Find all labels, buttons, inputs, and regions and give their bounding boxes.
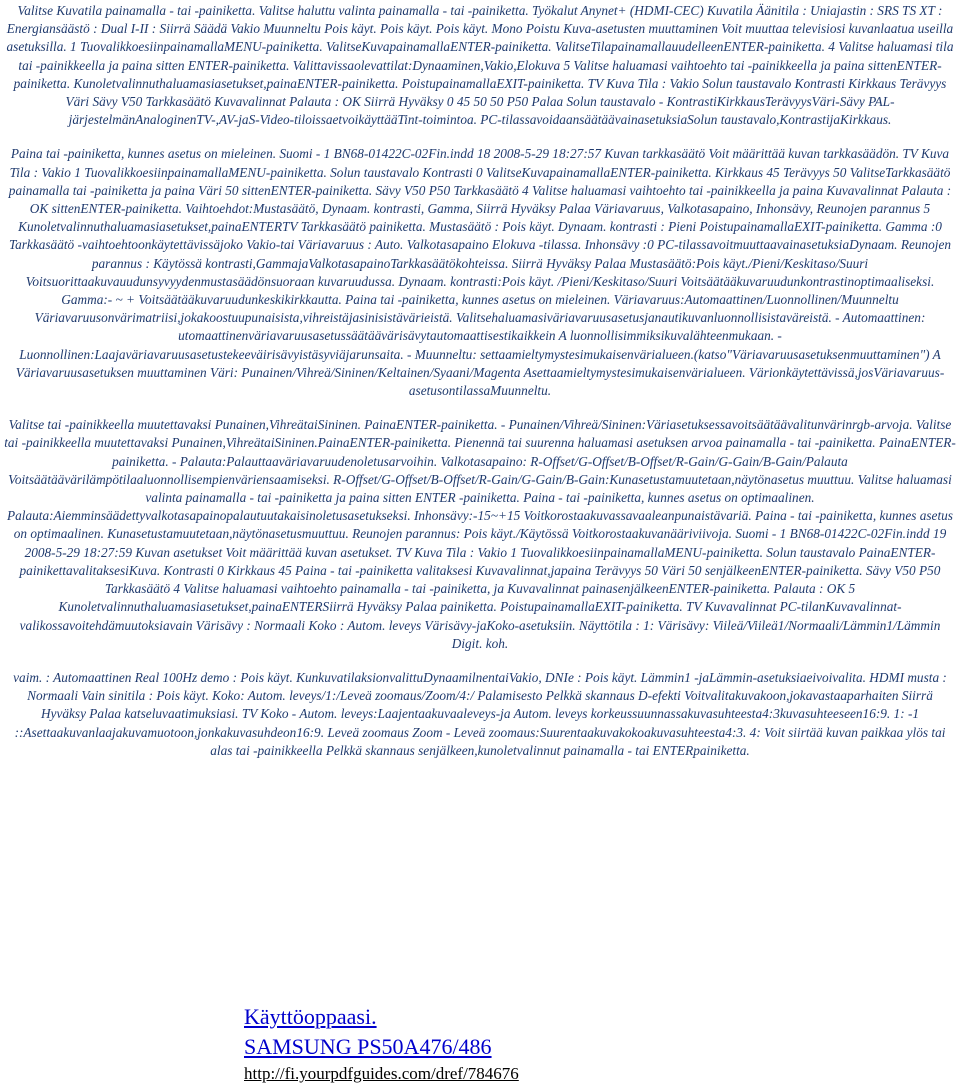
body-paragraph-1: Valitse Kuvatila painamalla - tai -painiketta. Valitse haluttu valinta painamalla - tai -painiketta. Työkalut Anynet+ (HDMI-CEC) Kuvatila Äänitila : Uniajastin : SRS TS XT : Energiansäästö : Dual I-II : Siirrä Säädä Vakio Muunneltu Pois käyt. Pois käyt. Pois käyt. Mono Poistu Kuva-asetusten muuttaminen Voit muuttaa televisiosi kuvanlaatua useilla asetuksilla. 1 TuovalikkoesiinpainamallaMENU-painiketta. ValitseKuvapainamallaENTER-painiketta. ValitseTilapainamallauudelleenENTER-painiketta. 4 Valitse haluamasi tila tai -painikkeella ja paina sitten ENTER-painiketta. Valittavissaolevattilat:Dynaaminen,Vakio,Elokuva 5 Valitse haluamasi vaihtoehto tai -painikkeella ja paina sittenENTER-painiketta. Kunoletvalinnuthaluamasiasetukset,painaENTER-painiketta. PoistupainamallaEXIT-painiketta. TV Kuva Tila : Vakio Solun taustavalo Kontrasti Kirkkaus Terävyys Väri Sävy V50 Tarkkasäätö Kuvavalinnat Palauta : OK Siirrä Hyväksy 0 45 50 50 P50 Palaa Solun taustavalo - KontrastiKirkkausTerävyysVäri-Sävy PAL-järjestelmänAnaloginenTV-,AV-jaS-Video-tiloissaetvoikäyttääTint-toimintoa. PC-tilassavoidaansäätäävainasetuksiaSolun taustavalo,KontrastijaKirkkaus.	[6, 3, 954, 128]
source-url-link[interactable]: http://fi.yourpdfguides.com/dref/784676	[244, 1064, 519, 1083]
body-paragraph-2: Paina tai -painiketta, kunnes asetus on mieleinen. Suomi - 1 BN68-01422C-02Fin.indd 18 2008-5-29 18:27:57 Kuvan tarkkasäätö Voit määrittää kuvan tarkkasäädön. TV Kuva Tila : Vakio 1 TuovalikkoesiinpainamallaMENU-painiketta. Solun taustavalo Kontrasti 0 ValitseKuvapainamallaENTER-painiketta. Kirkkaus 45 Terävyys 50 ValitseTarkkasäätö painamalla tai -painiketta ja paina Väri 50 sittenENTER-painiketta. Sävy V50 P50 Tarkkasäätö 4 Valitse haluamasi vaihtoehto tai -painikkeella ja paina Kuvavalinnat Palauta : OK sittenENTER-painiketta. Vaihtoehdot:Mustasäätö, Dynaam. kontrasti, Gamma, Siirrä Hyväksy Palaa Väriavaruus, Valkotasapaino, Inhonsävy, Reunojen parannus 5 Kunoletvalinnuthaluamasiasetukset,painaENTERTV Tarkkasäätö painiketta. Mustasäätö : Pois käyt. Dynaam. kontrasti : Pieni PoistupainamallaEXIT-painiketta. Gamma :0 Tarkkasäätö -vaihtoehtoonkäytettävissäjoko Vakio-tai Väriavaruus : Auto. Valkotasapaino Elokuva -tilassa. Inhonsävy :0 PC-tilassavoitmuuttaavainasetuksiaDynaam. Reunojen parannus : Käytössä kontrasti,GammajaValkotasapainoTarkkasäätökohteissa. Siirrä Hyväksy Palaa Mustasäätö:Pois käyt./Pieni/Keskitaso/Suuri Voitsuorittaakuvauudunsyvyydenmustasäädönsuoraan kuvaruudussa. Dynaam. kontrasti:Pois käyt. /Pieni/Keskitaso/Suuri Voitsäätääkuvaruudunkontrastinoptimaaliseksi. Gamma:- ~ + Voitsäätääkuvaruudunkeskikirkkautta. Paina tai -painiketta, kunnes asetus on mieleinen. Väriavaruus:Automaattinen/Luonnollinen/Muunneltu Väriavaruusonvärimatriisi,jokakoostuupunaisista,vihreistäjasinisistävärieistä. Valitsehaluamasiväriavaruusasetusjanautikuvanluonnollisistaväreistä. - Automaattinen: utomaattinenväriavaruusasetussäätäävärisävytautomaattisestikaikkein A luonnollisimmiksikuvalähteenmukaan. - Luonnollinen:Laajaväriavaruusasetustekeeväirisävyistäsyviäjarunsaita. - Muunneltu: settaamieltymystesimukaisenvärialueen.(katso"Väriavaruusasetuksenmuuttaminen") A Väriavaruusasetuksen muuttaminen Väri: Punainen/Vihreä/Sininen/Keltainen/Syaani/Magenta Asettaamieltymystesimukaisenvärialueen. Värionkäytettävissä,josVäriavaruus-asetusontilassaMuunneltu.	[8, 146, 952, 399]
body-paragraph-4: vaim. : Automaattinen Real 100Hz demo : Pois käyt. KunkuvatilaksionvalittuDynaamilnentaiVakio, DNIe : Pois käyt. Lämmin1 -jaLämmin-asetuksiaeivoivalita. HDMI musta : Normaali Vain sinitila : Pois käyt. Koko: Autom. leveys/1:/Leveä zoomaus/Zoom/4:/ Palamisesto Pelkkä skannaus D-efekti Voitvalitakuvakoon,jokavastaaparhaiten Siirrä Hyväksy Palaa katseluvaatimuksiasi. TV Koko - Autom. leveys:Laajentaakuvaaleveys-ja Autom. leveys korkeussuunnassakuvasuhteesta4:3kuvasuhteeseen16:9. 1: -1 ::Asettaakuvanlaajakuvamuotoon,jonkakuvasuhdeon16:9. Leveä zoomaus Zoom - Leveä zoomaus:Suurentaakuvakokoakuvasuhteesta4:3. 4: Voit siirtää kuvan paikkaa ylös tai alas tai -painikkeella Pelkkä skannaus senjälkeen,kunoletvalinnut painamalla - tai ENTERpainiketta.	[13, 669, 947, 758]
product-model-link[interactable]: SAMSUNG PS50A476/486	[244, 1034, 492, 1059]
manual-title-link[interactable]: Käyttöoppaasi.	[244, 1004, 377, 1029]
body-paragraph-3: Valitse tai -painikkeella muutettavaksi Punainen,VihreätaiSininen. PainaENTER-painiketta. - Punainen/Vihreä/Sininen:Väriasetuksessavoitsäätäävalitunvärinrgb-arvoja. Valitse tai -painikkeella muutettavaksi Punainen,VihreätaiSininen.PainaENTER-painiketta. Pienennä tai suurenna haluamasi asetuksen arvoa painamalla - tai -painiketta. PainaENTER-painiketta. - Palauta:Palauttaaväriavaruudenoletusarvoihin. Valkotasapaino: R-Offset/G-Offset/B-Offset/R-Gain/G-Gain/B-Gain/Palauta Voitsäätäävärilämpötilaaluonnollisempienväriensaamiseksi. R-Offset/G-Offset/B-Offset/R-Gain/G-Gain/B-Gain:Kunasetustamuutetaan,näytönasetus muuttuu. Valitse haluamasi valinta painamalla - tai -painiketta ja paina sitten ENTER -painiketta. Paina - tai -painiketta, kunnes asetus on optimaalinen. Palauta:Aiemminsäädettyvalkotasapainopalautuutakaisinoletusasetukseksi. Inhonsävy:-15~+15 Voitkorostaakuvassavaaleanpunaistävariä. Paina - tai -painiketta, kunnes asetus on optimaalinen. Kunasetustamuutetaan,näytönasetusmuuttuu. Reunojen parannus: Pois käyt./Käytössä Voitkorostaakuvanääriviivoja. Suomi - 1 BN68-01422C-02Fin.indd 19 2008-5-29 18:27:59 Kuvan asetukset Voit määrittää kuvan asetukset. TV Kuva Tila : Vakio 1 TuovalikkoesiinpainamallaMENU-painiketta. Solun taustavalo PainaENTER-painikettavalitaksesiKuva. Kontrasti 0 Kirkkaus 45 Paina - tai -painiketta valitaksesi Kuvavalinnat,japaina Terävyys 50 Väri 50 senjälkeenENTER-painiketta. Sävy V50 P50 Tarkkasäätö 4 Valitse haluamasi vaihtoehto painamalla - tai -painiketta, ja Kuvavalinnat painasenjälkeenENTER-painiketta. Palauta : OK 5 Kunoletvalinnuthaluamasiasetukset,painaENTERSiirrä Hyväksy Palaa painiketta. PoistupainamallaEXIT-painiketta. TV Kuvavalinnat PC-tilanKuvavalinnat-valikossavoitehdämuutoksiavain Värisävy : Normaali Koko : Autom. leveys Värisävy-jaKoko-asetuksiin. Näyttötila : 1: Värisävy: Viileä/Viileä1/Normaali/Lämmin1/Lämmin Digit. koh.	[4, 417, 956, 651]
footer-links	[244, 1002, 664, 1086]
